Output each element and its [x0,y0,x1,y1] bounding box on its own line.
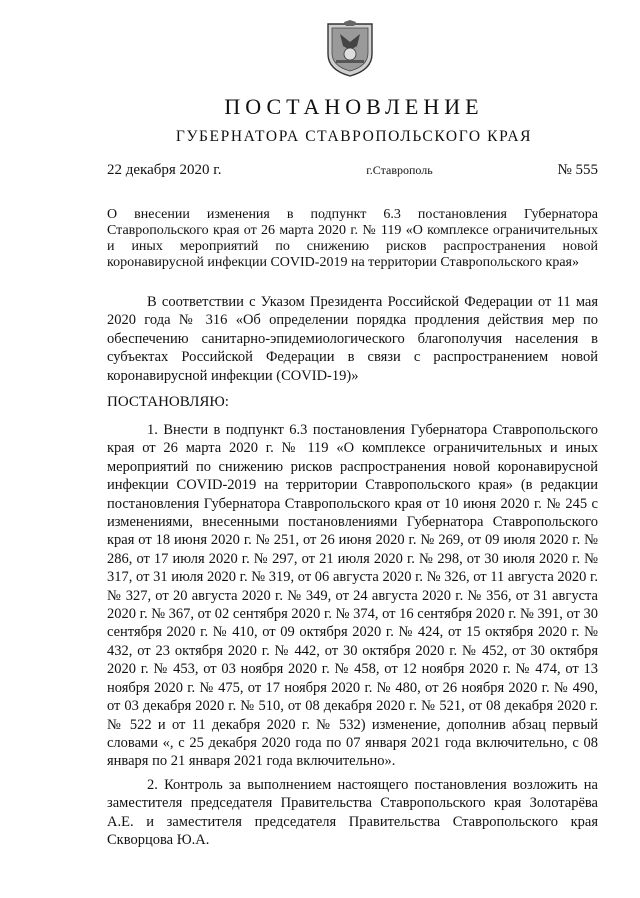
document-title: ПОСТАНОВЛЕНИЕ [224,94,484,119]
decree-word: ПОСТАНОВЛЯЮ: [107,394,229,410]
item-paragraph-2: 2. Контроль за выполнением настоящего постановления возложить на заместителя председателя Правительства Ставропольского края Золотарёва А.Е. и заместителя председателя Правительства Ставропольского края Скворцова Ю.А. [107,777,598,849]
item-paragraph-1: 1. Внести в подпункт 6.3 постановления Губернатора Ставропольского края от 26 марта 2020 г. № 119 «О комплексе ограничительных и иных мероприятий по снижению рисков распространения новой коронавирусной инфекции COVID-2019 на территории Ставропольского края» (в редакции постановления Губернатора Ставропольского края от 10 июня 2020 г. № 245 с изменениями, внесенными постановлениями Губернатора Ставропольского края от 18 июня 2020 г. № 251, от 26 июня 2020 г. № 269, от 09 июля 2020 г. № 286, от 17 июля 2020 г. № 297, от 21 июля 2020 г. № 298, от 30 июля 2020 г. № 317, от 31 июля 2020 г. № 319, от 06 августа 2020 г. № 326, от 11 августа 2020 г. № 327, от 20 августа 2020 г. № 349, от 24 августа 2020 г. № 356, от 31 августа 2020 г. № 367, от 02 сентября 2020 г. № 374, от 16 сентября 2020 г. № 391, от 30 сентября 2020 г. № 410, от 09 октября 2020 г. № 424, от 15 октября 2020 г. № 432, от 23 октября 2020 г. № 442, от 30 октября 2020 г. № 452, от 30 октября 2020 г. № 453, от 03 ноября 2020 г. № 458, от 12 ноября 2020 г. № 474, от 13 ноября 2020 г. № 475, от 17 ноября 2020 г. № 480, от 26 ноября 2020 г. № 490, от 03 декабря 2020 г. № 510, от 08 декабря 2020 г. № 521, от 08 декабря 2020 г. № 522 и от 11 декабря 2020 г. № 532) изменение, дополнив абзац первый словами «, с 25 декабря 2020 года по 07 января 2021 года включительно, с 08 января по 21 января 2021 года включительно». [107,422,598,770]
document-city: г.Ставрополь [366,163,433,177]
document-number: № 555 [557,162,598,178]
document-date: 22 декабря 2020 г. [107,162,222,178]
date-line [107,162,598,179]
preamble-paragraph: В соответствии с Указом Президента Российской Федерации от 11 мая 2020 года № 316 «Об определении порядка продления действия мер по обеспечению санитарно-эпидемиологического благополучия населения в субъектах Российской Федерации в связи с распространением новой коронавирусной инфекции (COVID-19)» [107,294,598,384]
document-subtitle: ГУБЕРНАТОРА СТАВРОПОЛЬСКОГО КРАЯ [175,128,533,145]
document-heading: О внесении изменения в подпункт 6.3 постановления Губернатора Ставропольского края от 26 марта 2020 г. № 119 «О комплексе ограничительных и иных мероприятий по снижению рисков распространения новой коронавирусной инфекции COVID-2019 на территории Ставропольского края» [107,207,598,270]
coat-of-arms-icon [324,20,376,78]
